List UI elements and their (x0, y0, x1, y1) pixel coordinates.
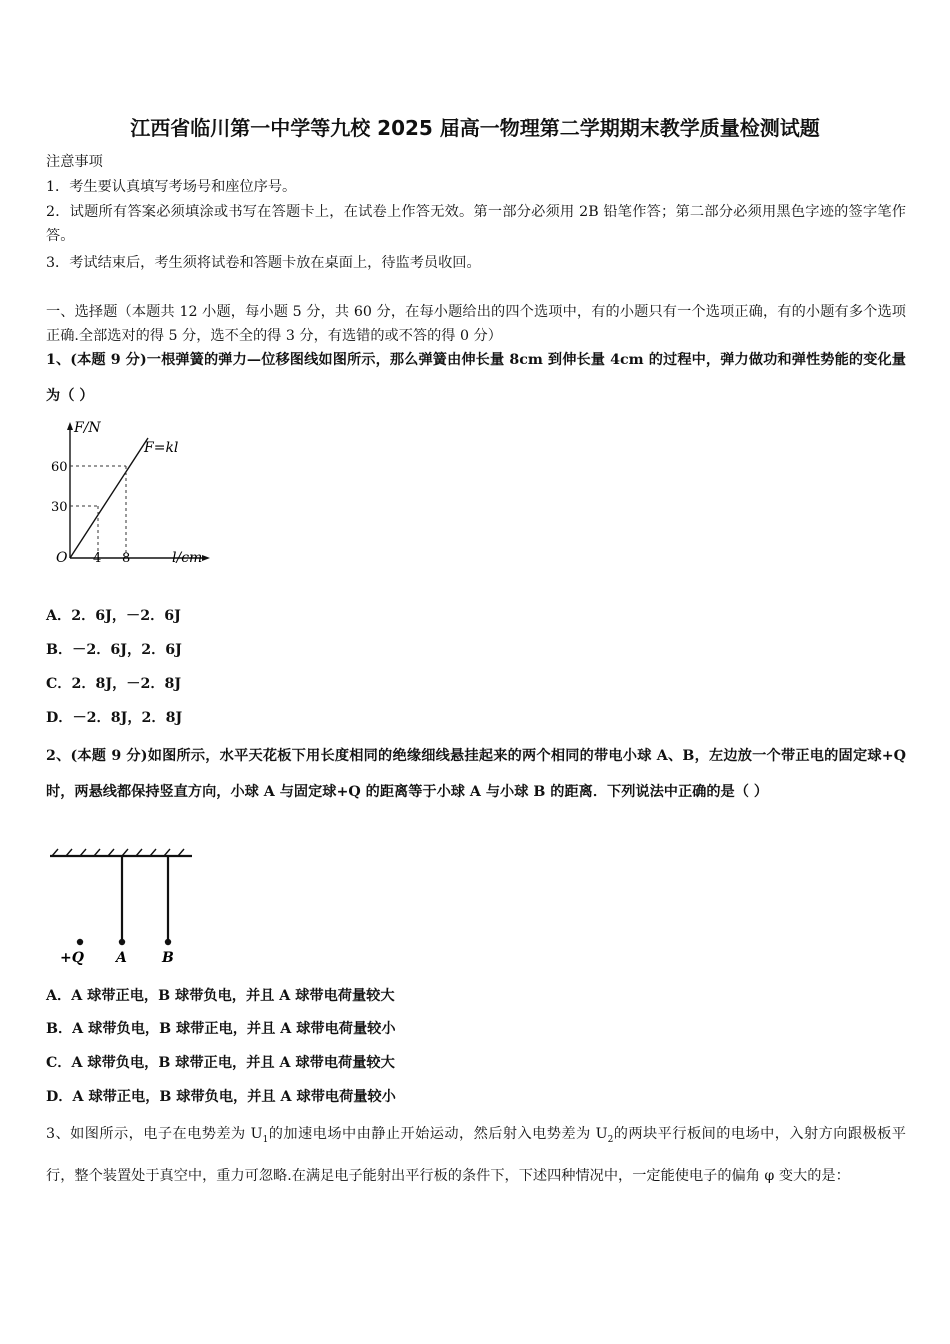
y-axis-arrow (67, 422, 73, 430)
question-3-stem (46, 1116, 906, 1194)
ball-a (119, 939, 125, 945)
question-1-stem: 1、(本题 9 分)一根弹簧的弹力—位移图线如图所示，那么弹簧由伸长量 8cm 到伸长量 4cm 的过程中，弹力做功和弹性势能的变化量为（ ） (46, 352, 906, 404)
q3-subscript-2: 2 (607, 1134, 614, 1145)
q2-option-c[interactable]: C．A 球带负电，B 球带正电，并且 A 球带电荷量较大 (46, 1055, 395, 1071)
q3-stem-part-1: 3、如图所示，电子在电势差为 U (46, 1126, 263, 1142)
q2-option-d[interactable]: D．A 球带正电，B 球带负电，并且 A 球带电荷量较小 (46, 1089, 396, 1105)
notice-item-1: 1．考生要认真填写考场号和座位序号。 (46, 179, 297, 195)
q3-subscript-1: 1 (262, 1134, 269, 1145)
notice-item-2: 2．试题所有答案必须填涂或书写在答题卡上，在试卷上作答无效。第一部分必须用 2B 铅笔作答；第二部分必须用黑色字迹的签字笔作答。 (46, 204, 906, 244)
x-axis-arrow (202, 555, 210, 561)
fixed-charge-q (77, 939, 83, 945)
line-label: F=kl (144, 440, 179, 456)
y-axis-label: F/N (74, 420, 101, 436)
q1-option-a[interactable]: A．2．6J，－2．6J (46, 608, 181, 624)
q2-option-b[interactable]: B．A 球带负电，B 球带正电，并且 A 球带电荷量较小 (46, 1021, 396, 1037)
q1-option-b[interactable]: B．－2．6J，2．6J (46, 642, 182, 658)
question-2-stem: 2、(本题 9 分)如图所示，水平天花板下用长度相同的绝缘细线悬挂起来的两个相同的带电小球 A、B，左边放一个带正电的固定球+Q 时，两悬线都保持竖直方向，小球 A 与固定球+Q 的距离等于小球 A 与小球 B 的距离．下列说法中正确的是（ ） (46, 748, 906, 800)
a-label: A (116, 950, 127, 966)
section-heading: 一、选择题（本题共 12 小题，每小题 5 分，共 60 分，在每小题给出的四个选项中，有的小题只有一个选项正确，有的小题有多个选项正确.全部选对的得 5 分，选不全的得 3 分，有选错的或不答的得 0 分） (46, 304, 906, 344)
y-tick-30: 30 (51, 500, 68, 515)
x-tick-4: 4 (93, 551, 102, 566)
ball-b (165, 939, 171, 945)
x-axis-label: l/cm (172, 550, 203, 566)
hanging-charges-figure (44, 846, 204, 970)
x-tick-8: 8 (122, 551, 131, 566)
q-label: +Q (60, 950, 84, 966)
force-line (70, 438, 148, 558)
q3-stem-part-2: 的加速电场中由静止开始运动，然后射入电势差为 U (268, 1126, 608, 1142)
notice-heading: 注意事项 (46, 154, 103, 170)
q2-option-a[interactable]: A．A 球带正电，B 球带负电，并且 A 球带电荷量较大 (46, 988, 395, 1004)
spring-force-graph (44, 416, 224, 576)
origin-label: O (56, 550, 68, 566)
q1-option-d[interactable]: D．－2．8J，2．8J (46, 710, 183, 726)
q3-stem-part-3: 的两块平行板间的电场中，入射方向跟极板平行，整个装置处于真空中，重力可忽略.在满足电子能射出平行板的条件下，下述四种情况中，一定能使电子的偏角 φ 变大的是： (46, 1126, 906, 1184)
b-label: B (162, 950, 174, 966)
q1-option-c[interactable]: C．2．8J，－2．8J (46, 676, 182, 692)
y-tick-60: 60 (51, 460, 68, 475)
notice-item-3: 3．考试结束后，考生须将试卷和答题卡放在桌面上，待监考员收回。 (46, 255, 481, 271)
page-title: 江西省临川第一中学等九校 2025 届高一物理第二学期期末教学质量检测试题 (130, 116, 820, 140)
